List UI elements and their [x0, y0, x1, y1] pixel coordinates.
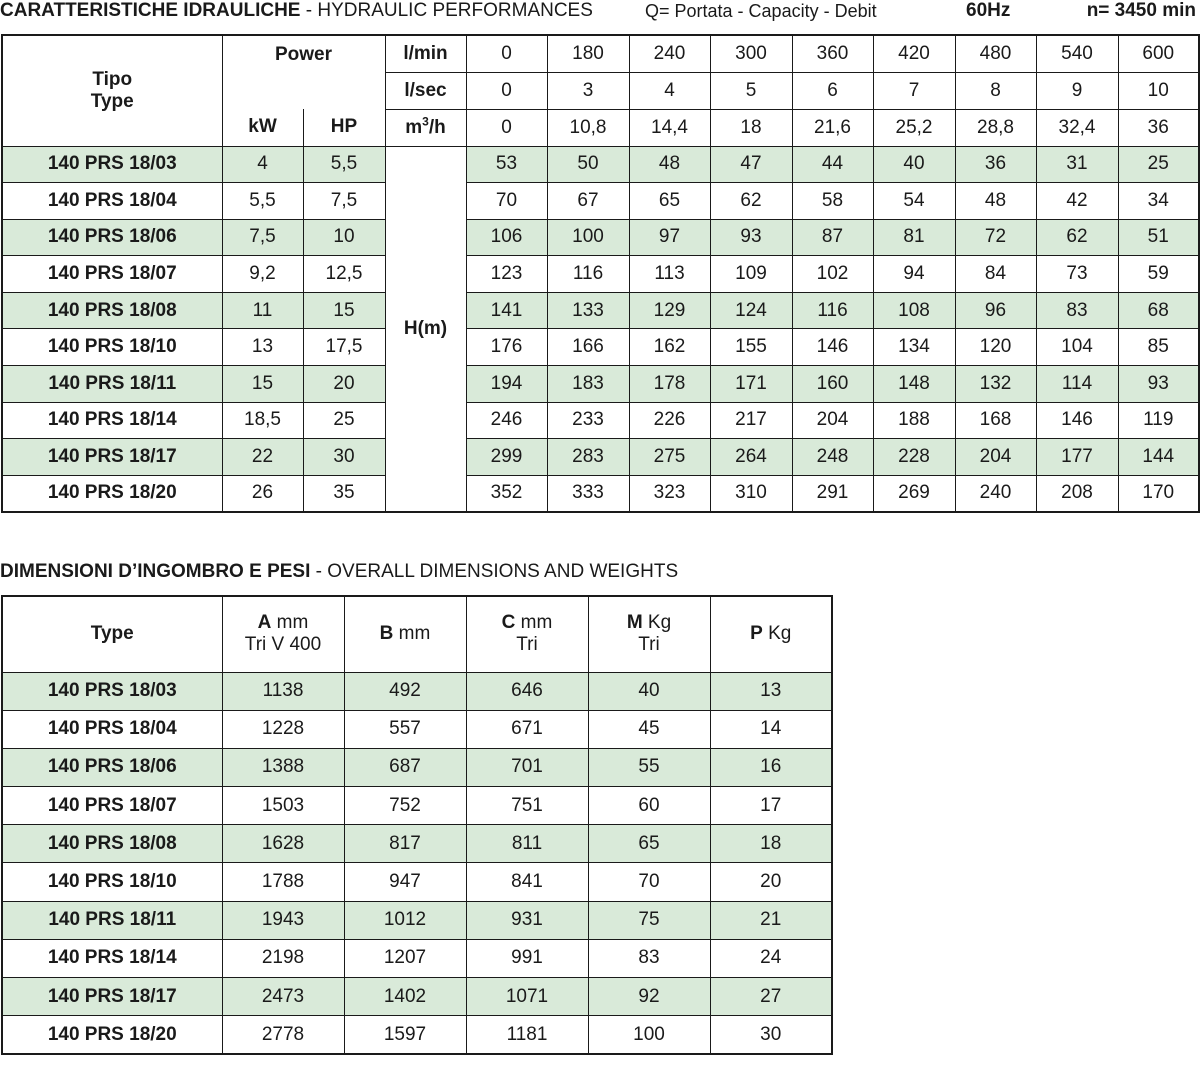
flow-m3h-cell: 21,6 — [792, 109, 873, 146]
head-value-cell: 166 — [547, 329, 629, 366]
dimension-value-cell: 65 — [588, 825, 710, 863]
head-value-cell: 162 — [629, 329, 710, 366]
dimension-value-cell: 1138 — [222, 672, 344, 710]
flow-lsec-cell: 7 — [873, 72, 955, 109]
dimension-value-cell: 40 — [588, 672, 710, 710]
head-value-cell: 116 — [792, 292, 873, 329]
pump-type-cell: 140 PRS 18/03 — [2, 146, 222, 183]
dimension-value-cell: 1628 — [222, 825, 344, 863]
head-value-cell: 208 — [1036, 475, 1118, 512]
table-row — [2, 329, 1199, 366]
kw-header: kW — [222, 109, 303, 146]
head-value-cell: 194 — [466, 366, 547, 403]
head-value-cell: 188 — [873, 402, 955, 439]
dimension-value-cell: 751 — [466, 787, 588, 825]
power-hp-cell: 12,5 — [303, 256, 385, 293]
dimension-value-cell: 75 — [588, 901, 710, 939]
head-value-cell: 171 — [710, 366, 792, 403]
head-value-cell: 34 — [1118, 183, 1199, 220]
head-value-cell: 113 — [629, 256, 710, 293]
pump-type-cell: 140 PRS 18/03 — [2, 672, 222, 710]
weight-m-header: M Kg Tri — [588, 596, 710, 672]
pump-type-cell: 140 PRS 18/11 — [2, 366, 222, 403]
table-row — [2, 787, 832, 825]
dimension-value-cell: 83 — [588, 939, 710, 977]
table-row — [2, 256, 1199, 293]
flow-m3h-cell: 25,2 — [873, 109, 955, 146]
flow-m3h-cell: 28,8 — [955, 109, 1036, 146]
dimension-value-cell: 20 — [710, 863, 832, 901]
head-value-cell: 120 — [955, 329, 1036, 366]
flow-lmin-cell: 300 — [710, 35, 792, 72]
hp-header: HP — [303, 109, 385, 146]
flow-lmin-cell: 420 — [873, 35, 955, 72]
table-row — [2, 475, 1199, 512]
head-value-cell: 129 — [629, 292, 710, 329]
head-value-cell: 146 — [1036, 402, 1118, 439]
dimensions-title: DIMENSIONI D’INGOMBRO E PESI - OVERALL DIMENSIONS AND WEIGHTS — [0, 561, 679, 582]
table-row — [2, 825, 832, 863]
flow-m3h-cell: 18 — [710, 109, 792, 146]
head-value-cell: 124 — [710, 292, 792, 329]
table-row — [2, 901, 832, 939]
dimension-value-cell: 100 — [588, 1016, 710, 1054]
dimension-value-cell: 13 — [710, 672, 832, 710]
dimension-value-cell: 24 — [710, 939, 832, 977]
dimension-value-cell: 45 — [588, 710, 710, 748]
power-kw-cell: 7,5 — [222, 219, 303, 256]
head-value-cell: 133 — [547, 292, 629, 329]
dimension-value-cell: 991 — [466, 939, 588, 977]
flow-m3h-cell: 32,4 — [1036, 109, 1118, 146]
dimension-value-cell: 2778 — [222, 1016, 344, 1054]
power-hp-cell: 25 — [303, 402, 385, 439]
table-row — [2, 183, 1199, 220]
pump-type-cell: 140 PRS 18/07 — [2, 787, 222, 825]
head-value-cell: 204 — [955, 439, 1036, 476]
head-value-cell: 141 — [466, 292, 547, 329]
flow-lsec-cell: 0 — [466, 72, 547, 109]
flow-lmin-cell: 240 — [629, 35, 710, 72]
dimension-value-cell: 671 — [466, 710, 588, 748]
head-value-cell: 25 — [1118, 146, 1199, 183]
dimension-value-cell: 557 — [344, 710, 466, 748]
dim-b-header: B mm — [344, 596, 466, 672]
head-value-cell: 148 — [873, 366, 955, 403]
flow-lmin-cell: 0 — [466, 35, 547, 72]
head-value-cell: 65 — [629, 183, 710, 220]
performance-table — [1, 34, 1200, 513]
dimension-value-cell: 16 — [710, 748, 832, 786]
flow-lsec-cell: 9 — [1036, 72, 1118, 109]
head-value-cell: 83 — [1036, 292, 1118, 329]
power-kw-cell: 15 — [222, 366, 303, 403]
flow-m3h-cell: 0 — [466, 109, 547, 146]
flow-lsec-cell: 6 — [792, 72, 873, 109]
head-value-cell: 123 — [466, 256, 547, 293]
dimension-value-cell: 60 — [588, 787, 710, 825]
weight-p-header: P Kg — [710, 596, 832, 672]
head-value-cell: 102 — [792, 256, 873, 293]
dimension-value-cell: 92 — [588, 978, 710, 1016]
head-value-cell: 62 — [710, 183, 792, 220]
performance-title: CARATTERISTICHE IDRAULICHE - HYDRAULIC PERFORMANCES — [0, 0, 593, 21]
head-value-cell: 73 — [1036, 256, 1118, 293]
head-value-cell: 51 — [1118, 219, 1199, 256]
head-value-cell: 275 — [629, 439, 710, 476]
head-value-cell: 108 — [873, 292, 955, 329]
flow-m3h-cell: 10,8 — [547, 109, 629, 146]
head-label-cell: H(m) — [385, 146, 466, 512]
dimension-value-cell: 18 — [710, 825, 832, 863]
pump-type-cell: 140 PRS 18/04 — [2, 710, 222, 748]
table-row — [2, 978, 832, 1016]
head-value-cell: 177 — [1036, 439, 1118, 476]
flow-lmin-cell: 180 — [547, 35, 629, 72]
speed-label: n= 3450 min — [1086, 0, 1196, 21]
dimension-value-cell: 1597 — [344, 1016, 466, 1054]
pump-type-cell: 140 PRS 18/07 — [2, 256, 222, 293]
head-value-cell: 269 — [873, 475, 955, 512]
table-row — [2, 939, 832, 977]
table-row — [2, 672, 832, 710]
pump-type-cell: 140 PRS 18/08 — [2, 292, 222, 329]
head-value-cell: 146 — [792, 329, 873, 366]
pump-type-cell: 140 PRS 18/10 — [2, 329, 222, 366]
head-value-cell: 233 — [547, 402, 629, 439]
pump-type-cell: 140 PRS 18/17 — [2, 439, 222, 476]
flow-lsec-cell: 3 — [547, 72, 629, 109]
power-header: Power — [222, 35, 385, 109]
flow-lmin-cell: 600 — [1118, 35, 1199, 72]
pump-type-cell: 140 PRS 18/17 — [2, 978, 222, 1016]
dimension-value-cell: 752 — [344, 787, 466, 825]
head-value-cell: 176 — [466, 329, 547, 366]
dimension-value-cell: 27 — [710, 978, 832, 1016]
dimension-value-cell: 687 — [344, 748, 466, 786]
head-value-cell: 228 — [873, 439, 955, 476]
dims-type-header: Type — [2, 596, 222, 672]
dim-c-header: C mm Tri — [466, 596, 588, 672]
flow-lsec-cell: 8 — [955, 72, 1036, 109]
lmin-header: l/min — [385, 35, 466, 72]
head-value-cell: 58 — [792, 183, 873, 220]
head-value-cell: 42 — [1036, 183, 1118, 220]
dimension-value-cell: 646 — [466, 672, 588, 710]
head-value-cell: 283 — [547, 439, 629, 476]
pump-type-cell: 140 PRS 18/10 — [2, 863, 222, 901]
head-value-cell: 264 — [710, 439, 792, 476]
dimension-value-cell: 701 — [466, 748, 588, 786]
lsec-header: l/sec — [385, 72, 466, 109]
head-value-cell: 48 — [629, 146, 710, 183]
capacity-note: Q= Portata - Capacity - Debit — [645, 1, 877, 21]
head-value-cell: 84 — [955, 256, 1036, 293]
dimension-value-cell: 1503 — [222, 787, 344, 825]
power-kw-cell: 5,5 — [222, 183, 303, 220]
head-value-cell: 155 — [710, 329, 792, 366]
head-value-cell: 97 — [629, 219, 710, 256]
head-value-cell: 50 — [547, 146, 629, 183]
tipo-type-header: Tipo Type — [2, 35, 222, 146]
power-kw-cell: 9,2 — [222, 256, 303, 293]
head-value-cell: 170 — [1118, 475, 1199, 512]
head-value-cell: 134 — [873, 329, 955, 366]
pump-type-cell: 140 PRS 18/06 — [2, 219, 222, 256]
pump-type-cell: 140 PRS 18/14 — [2, 939, 222, 977]
head-value-cell: 40 — [873, 146, 955, 183]
head-value-cell: 70 — [466, 183, 547, 220]
head-value-cell: 178 — [629, 366, 710, 403]
dimension-value-cell: 70 — [588, 863, 710, 901]
dimension-value-cell: 1402 — [344, 978, 466, 1016]
flow-lsec-cell: 4 — [629, 72, 710, 109]
head-value-cell: 226 — [629, 402, 710, 439]
dimension-value-cell: 1181 — [466, 1016, 588, 1054]
table-row — [2, 439, 1199, 476]
dimension-value-cell: 1012 — [344, 901, 466, 939]
head-value-cell: 31 — [1036, 146, 1118, 183]
table-row — [2, 748, 832, 786]
head-value-cell: 36 — [955, 146, 1036, 183]
table-row — [2, 863, 832, 901]
dimension-value-cell: 21 — [710, 901, 832, 939]
head-value-cell: 119 — [1118, 402, 1199, 439]
head-value-cell: 323 — [629, 475, 710, 512]
dimension-value-cell: 817 — [344, 825, 466, 863]
head-value-cell: 93 — [1118, 366, 1199, 403]
pump-type-cell: 140 PRS 18/20 — [2, 1016, 222, 1054]
head-value-cell: 352 — [466, 475, 547, 512]
head-value-cell: 53 — [466, 146, 547, 183]
dimension-value-cell: 2473 — [222, 978, 344, 1016]
power-kw-cell: 18,5 — [222, 402, 303, 439]
power-hp-cell: 30 — [303, 439, 385, 476]
dimension-value-cell: 811 — [466, 825, 588, 863]
head-value-cell: 47 — [710, 146, 792, 183]
flow-lsec-cell: 5 — [710, 72, 792, 109]
head-value-cell: 96 — [955, 292, 1036, 329]
power-kw-cell: 11 — [222, 292, 303, 329]
pump-type-cell: 140 PRS 18/14 — [2, 402, 222, 439]
head-value-cell: 104 — [1036, 329, 1118, 366]
head-value-cell: 168 — [955, 402, 1036, 439]
dimension-value-cell: 492 — [344, 672, 466, 710]
power-hp-cell: 15 — [303, 292, 385, 329]
head-value-cell: 94 — [873, 256, 955, 293]
dimension-value-cell: 841 — [466, 863, 588, 901]
flow-lsec-cell: 10 — [1118, 72, 1199, 109]
head-value-cell: 132 — [955, 366, 1036, 403]
pump-type-cell: 140 PRS 18/04 — [2, 183, 222, 220]
head-value-cell: 204 — [792, 402, 873, 439]
power-hp-cell: 17,5 — [303, 329, 385, 366]
power-kw-cell: 13 — [222, 329, 303, 366]
power-kw-cell: 22 — [222, 439, 303, 476]
power-kw-cell: 26 — [222, 475, 303, 512]
table-row — [2, 146, 1199, 183]
pump-type-cell: 140 PRS 18/06 — [2, 748, 222, 786]
table-row — [2, 219, 1199, 256]
power-hp-cell: 20 — [303, 366, 385, 403]
dim-a-header: A mm Tri V 400 — [222, 596, 344, 672]
head-value-cell: 248 — [792, 439, 873, 476]
head-value-cell: 183 — [547, 366, 629, 403]
pump-type-cell: 140 PRS 18/20 — [2, 475, 222, 512]
head-value-cell: 310 — [710, 475, 792, 512]
head-value-cell: 85 — [1118, 329, 1199, 366]
table-row — [2, 366, 1199, 403]
head-value-cell: 109 — [710, 256, 792, 293]
dimension-value-cell: 2198 — [222, 939, 344, 977]
pump-type-cell: 140 PRS 18/11 — [2, 901, 222, 939]
flow-lmin-cell: 540 — [1036, 35, 1118, 72]
head-value-cell: 116 — [547, 256, 629, 293]
head-value-cell: 54 — [873, 183, 955, 220]
dimension-value-cell: 17 — [710, 787, 832, 825]
dimension-value-cell: 1071 — [466, 978, 588, 1016]
dimension-value-cell: 14 — [710, 710, 832, 748]
power-kw-cell: 4 — [222, 146, 303, 183]
pump-type-cell: 140 PRS 18/08 — [2, 825, 222, 863]
head-value-cell: 106 — [466, 219, 547, 256]
head-value-cell: 160 — [792, 366, 873, 403]
head-value-cell: 333 — [547, 475, 629, 512]
dimension-value-cell: 1207 — [344, 939, 466, 977]
head-value-cell: 114 — [1036, 366, 1118, 403]
m3h-header: $m^3/h$ — [385, 109, 466, 146]
table-row — [2, 292, 1199, 329]
head-value-cell: 240 — [955, 475, 1036, 512]
head-value-cell: 100 — [547, 219, 629, 256]
head-value-cell: 217 — [710, 402, 792, 439]
table-row — [2, 1016, 832, 1054]
dimension-value-cell: 1388 — [222, 748, 344, 786]
flow-lmin-cell: 480 — [955, 35, 1036, 72]
head-value-cell: 44 — [792, 146, 873, 183]
head-value-cell: 299 — [466, 439, 547, 476]
flow-m3h-cell: 36 — [1118, 109, 1199, 146]
head-value-cell: 67 — [547, 183, 629, 220]
head-value-cell: 93 — [710, 219, 792, 256]
head-value-cell: 62 — [1036, 219, 1118, 256]
power-hp-cell: 35 — [303, 475, 385, 512]
table-row — [2, 710, 832, 748]
flow-lmin-cell: 360 — [792, 35, 873, 72]
dimensions-table — [1, 595, 833, 1055]
head-value-cell: 87 — [792, 219, 873, 256]
head-value-cell: 68 — [1118, 292, 1199, 329]
dimension-value-cell: 55 — [588, 748, 710, 786]
dimension-value-cell: 947 — [344, 863, 466, 901]
dimension-value-cell: 1788 — [222, 863, 344, 901]
head-value-cell: 144 — [1118, 439, 1199, 476]
dimension-value-cell: 931 — [466, 901, 588, 939]
power-hp-cell: 10 — [303, 219, 385, 256]
frequency-label: 60Hz — [966, 0, 1011, 21]
head-value-cell: 59 — [1118, 256, 1199, 293]
dimension-value-cell: 30 — [710, 1016, 832, 1054]
head-value-cell: 291 — [792, 475, 873, 512]
performance-header — [0, 0, 1200, 24]
flow-m3h-cell: 14,4 — [629, 109, 710, 146]
head-value-cell: 246 — [466, 402, 547, 439]
table-row — [2, 402, 1199, 439]
dimension-value-cell: 1943 — [222, 901, 344, 939]
dimension-value-cell: 1228 — [222, 710, 344, 748]
power-hp-cell: 7,5 — [303, 183, 385, 220]
head-value-cell: 81 — [873, 219, 955, 256]
head-value-cell: 72 — [955, 219, 1036, 256]
power-hp-cell: 5,5 — [303, 146, 385, 183]
head-value-cell: 48 — [955, 183, 1036, 220]
